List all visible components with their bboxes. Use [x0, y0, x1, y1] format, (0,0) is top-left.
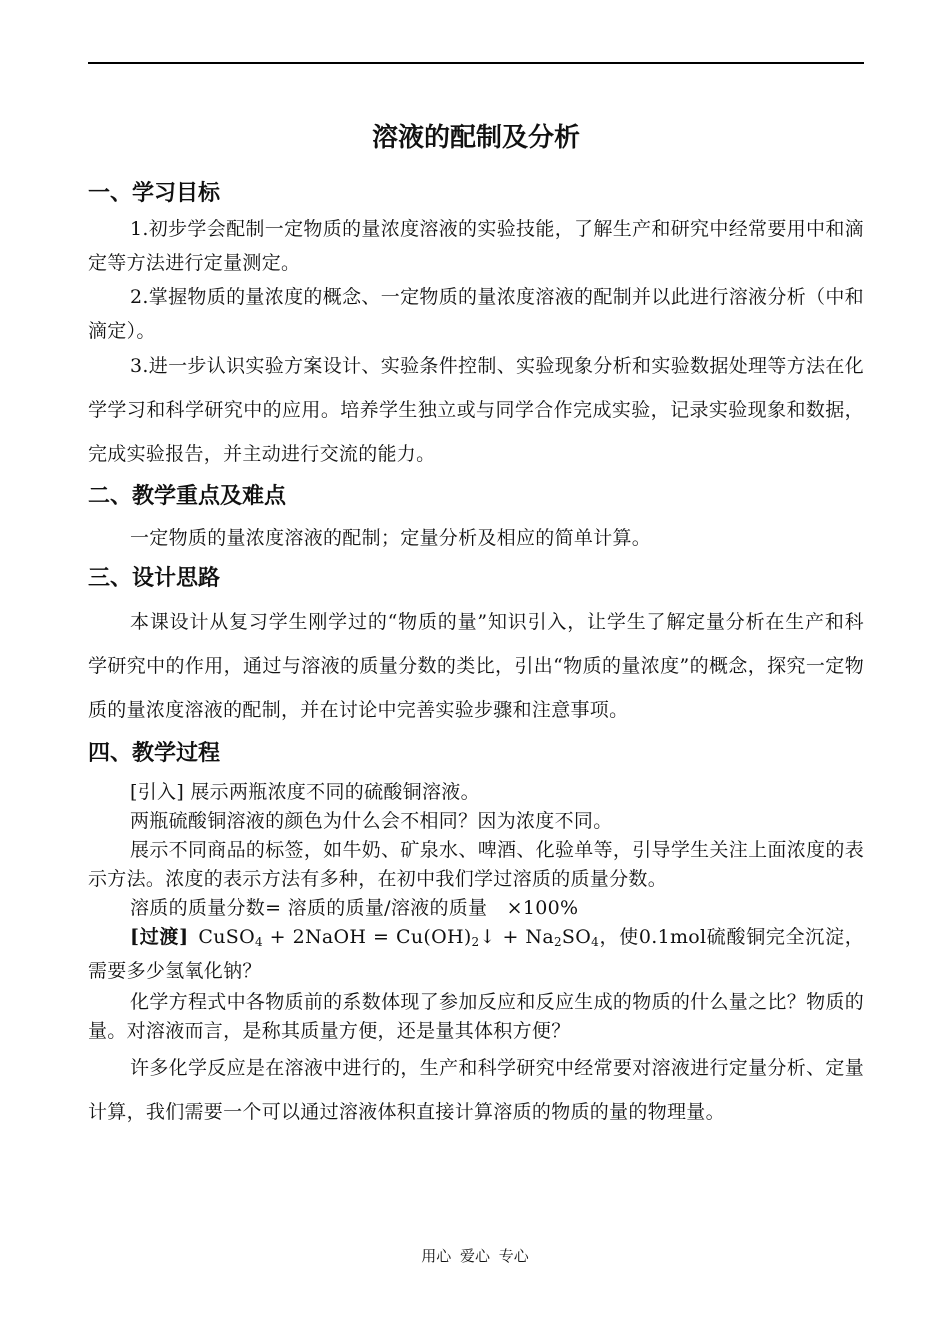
process-labels: 展示不同商品的标签，如牛奶、矿泉水、啤酒、化验单等，引导学生关注上面浓度的表示方法。浓度的表示方法有多种，在初中我们学过溶质的质量分数。 [88, 839, 864, 890]
objective-1: 1.初步学会配制一定物质的量浓度溶液的实验技能，了解生产和研究中经常要用中和滴定等方法进行定量测定。 [88, 218, 864, 274]
section-heading-process: 四、教学过程 [88, 741, 221, 766]
equation-cuso: CuSO [198, 926, 255, 948]
design-text: 本课设计从复习学生刚学过的“物质的量”知识引入，让学生了解定量分析在生产和科学研究中的作用，通过与溶液的质量分数的类比，引出“物质的量浓度”的概念，探究一定物质的量浓度溶液的配制，并在讨论中完善实验步骤和注意事项。 [88, 611, 864, 721]
page-footer: 用心 爱心 专心 [421, 1247, 529, 1265]
section-heading-objectives: 一、学习目标 [88, 181, 221, 206]
document-title: 溶液的配制及分析 [371, 123, 580, 153]
solution-paragraph: 许多化学反应是在溶液中进行的，生产和科学研究中经常要对溶液进行定量分析、定量计算，我们需要一个可以通过溶液体积直接计算溶质的物质的量的物理量。 [88, 1057, 864, 1123]
document-body [88, 118, 864, 1134]
header-rule [88, 62, 864, 64]
coefficient-paragraph: 化学方程式中各物质前的系数体现了参加反应和反应生成的物质的什么量之比？物质的量。对溶液而言，是称其质量方便，还是量其体积方便？ [88, 991, 864, 1042]
objective-2: 2.掌握物质的量浓度的概念、一定物质的量浓度溶液的配制并以此进行溶液分析（中和滴定）。 [88, 286, 864, 342]
process-question: 两瓶硫酸铜溶液的颜色为什么会不相同？因为浓度不同。 [130, 810, 613, 832]
transition-label: [过渡] [130, 926, 189, 948]
key-points-text: 一定物质的量浓度溶液的配制；定量分析及相应的简单计算。 [130, 527, 652, 549]
section-heading-key-points: 二、教学重点及难点 [88, 484, 287, 509]
transition-paragraph: [过渡] CuSO$_4$ + 2NaOH = $Cu(OH)_2↓ + Na_2SO_4$，使0.1mol硫酸铜完全沉淀，需要多少氢氧化钠？ [88, 926, 865, 982]
transition-question: ，使0.1mol硫酸铜完全沉淀，需要多少氢氧化钠？ [88, 926, 865, 982]
process-intro: [引入] 展示两瓶浓度不同的硫酸铜溶液。 [130, 781, 480, 803]
objective-3: 3.进一步认识实验方案设计、实验条件控制、实验现象分析和实验数据处理等方法在化学学习和科学研究中的应用。培养学生独立或与同学合作完成实验，记录实验现象和数据，完成实验报告，并主动进行交流的能力。 [88, 355, 864, 465]
section-heading-design: 三、设计思路 [88, 566, 221, 591]
mass-fraction-formula: 溶质的质量分数= 溶质的质量/溶液的质量 ×100% [130, 897, 579, 919]
